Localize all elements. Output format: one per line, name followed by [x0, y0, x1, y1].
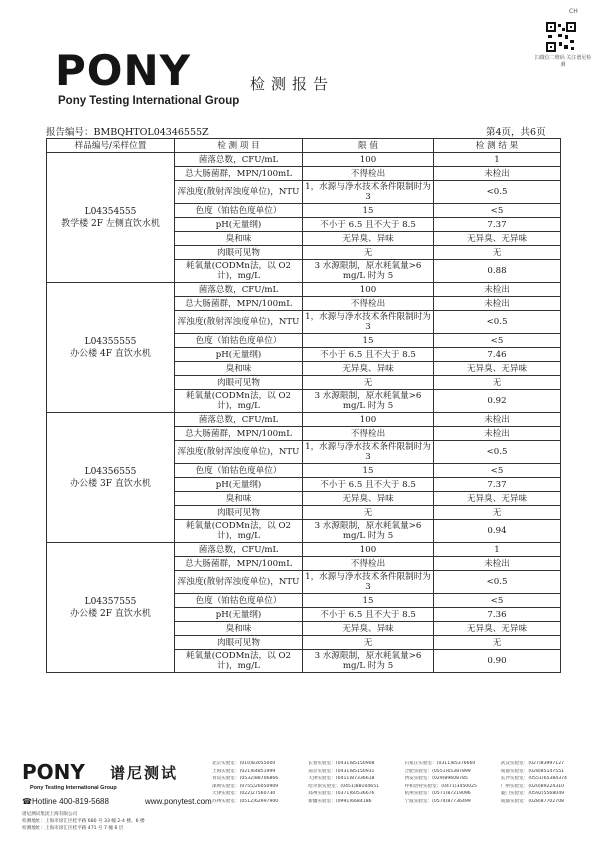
- limit-value: 3 水源限制，原水耗氧量>6 mg/L 时为 5: [303, 260, 434, 283]
- limit-value: 15: [303, 334, 434, 348]
- test-item: 总大肠菌群，MPN/100mL: [175, 427, 303, 441]
- limit-value: 1，水源与净水技术条件限制时为 3: [303, 571, 434, 594]
- sample-id: L04355555: [84, 336, 137, 347]
- result-value: <5: [434, 334, 561, 348]
- website: www.ponytest.com: [145, 797, 212, 806]
- lab-entry: 南京实验室：(0431)85150931: [308, 768, 375, 774]
- report-title: 检测报告: [250, 75, 335, 93]
- qr-code-icon: [546, 22, 576, 52]
- test-item: 耗氧量(CODMn法，以 O2 计)，mg/L: [175, 520, 303, 543]
- limit-value: 15: [303, 204, 434, 218]
- limit-value: 不小于 6.5 且不大于 8.5: [303, 218, 434, 232]
- lab-entry: 郑州实验室：(0371)60536676: [308, 791, 375, 796]
- limit-value: 100: [303, 543, 434, 557]
- header-item: 检 测 项 目: [175, 139, 303, 153]
- test-item: 耗氧量(CODMn法，以 O2 计)，mg/L: [175, 260, 303, 283]
- limit-value: 无异臭、异味: [303, 232, 434, 246]
- lab-entry: 天津实验室：(0411)87336618: [308, 776, 375, 781]
- sample-cell: [47, 153, 175, 283]
- footer-group-name: Pony Testing International Group: [30, 785, 117, 791]
- test-item: 浑浊度(散射浑浊度单位)，NTU: [175, 441, 303, 464]
- result-value: 未检出: [434, 297, 561, 311]
- result-value: 无异臭、无异味: [434, 622, 561, 636]
- result-value: <5: [434, 204, 561, 218]
- result-value: 未检出: [434, 557, 561, 571]
- sample-location: 教学楼 2F 左侧直饮水机: [61, 218, 160, 229]
- lab-entry: 宁波实验室：(0574)87736499: [404, 798, 471, 804]
- result-value: 未检出: [434, 283, 561, 297]
- qr-caption: 扫微信二维码 关注谱尼检测: [534, 55, 592, 68]
- phone-icon: ☎: [22, 797, 32, 806]
- result-value: <0.5: [434, 311, 561, 334]
- result-value: 未检出: [434, 167, 561, 181]
- test-item: 菌落总数，CFU/mL: [175, 153, 303, 167]
- result-value: 1: [434, 153, 561, 167]
- test-item: 浑浊度(散射浑浊度单位)，NTU: [175, 311, 303, 334]
- result-value: 0.94: [434, 520, 561, 543]
- test-item: 臭和味: [175, 492, 303, 506]
- limit-value: 无: [303, 376, 434, 390]
- limit-value: 无异臭、异味: [303, 622, 434, 636]
- footer-logo: PONY: [22, 760, 85, 784]
- result-value: <0.5: [434, 571, 561, 594]
- test-item: 臭和味: [175, 622, 303, 636]
- test-item: 色度（铂钴色度单位）: [175, 204, 303, 218]
- test-item: 耗氧量(CODMn法，以 O2 计)，mg/L: [175, 390, 303, 413]
- result-value: 0.88: [434, 260, 561, 283]
- lab-entry: 武汉实验室：(027)83997127: [500, 761, 565, 766]
- limit-value: 不得检出: [303, 427, 434, 441]
- test-item: pH(无量纲): [175, 478, 303, 492]
- lab-entry: 呼和浩特实验室：(0471)3450025: [404, 783, 477, 789]
- limit-value: 不得检出: [303, 167, 434, 181]
- lab-entry: 厦门实验室：(0592)5568049: [500, 791, 565, 796]
- sample-location: 办公楼 4F 直饮水机: [70, 348, 151, 359]
- page-info: 第4页，共6页: [486, 127, 546, 138]
- lab-entry: 北京实验室：(010)83055000: [212, 761, 276, 766]
- result-value: 7.37: [434, 478, 561, 492]
- footer-company: 谱尼测试集团上海有限公司: [22, 812, 78, 817]
- lab-entry: 广州实验室：(020)89224310: [500, 783, 565, 789]
- limit-value: 无异臭、异味: [303, 362, 434, 376]
- table-row: [47, 413, 561, 427]
- result-value: 7.36: [434, 608, 561, 622]
- footer-address-1: 检测地址：上海市徐汇区桂平路 680 号 33 幢 2-4 楼、6 楼: [22, 819, 145, 824]
- table-row: [47, 153, 561, 167]
- test-item: 耗氧量(CODMn法，以 O2 计)，mg/L: [175, 650, 303, 673]
- result-value: 无: [434, 636, 561, 650]
- test-item: 总大肠菌群，MPN/100mL: [175, 557, 303, 571]
- header-result: 检 测 结 果: [434, 139, 561, 153]
- lab-entry: 石家庄实验室：(0311)85376660: [404, 761, 476, 766]
- lab-entry: 成都实验室：(028)87702708: [500, 798, 565, 804]
- sample-location: 办公楼 3F 直饮水机: [70, 478, 151, 489]
- limit-value: 不得检出: [303, 557, 434, 571]
- results-table: [46, 138, 561, 673]
- result-value: 0.90: [434, 650, 561, 673]
- limit-value: 1，水源与净水技术条件限制时为 3: [303, 181, 434, 204]
- result-value: 1: [434, 543, 561, 557]
- test-item: 肉眼可见物: [175, 246, 303, 260]
- test-item: 臭和味: [175, 362, 303, 376]
- limit-value: 3 水源限制，原水耗氧量>6 mg/L 时为 5: [303, 650, 434, 673]
- result-value: 0.92: [434, 390, 561, 413]
- limit-value: 无异臭、异味: [303, 492, 434, 506]
- lab-directory: [212, 761, 597, 805]
- lab-entry: 合肥实验室：(0551)65387899: [404, 768, 471, 774]
- lab-entry: 哈尔滨实验室：(0451)88104651: [308, 783, 380, 789]
- test-item: pH(无量纲): [175, 608, 303, 622]
- test-item: 浑浊度(散射浑浊度单位)，NTU: [175, 571, 303, 594]
- corner-mark: CH: [569, 8, 578, 15]
- sample-id: L04354555: [84, 206, 137, 217]
- test-item: 肉眼可见物: [175, 376, 303, 390]
- pony-logo: PONY: [55, 46, 192, 95]
- limit-value: 15: [303, 594, 434, 608]
- test-item: 色度（铂钴色度单位）: [175, 334, 303, 348]
- limit-value: 100: [303, 413, 434, 427]
- footer-address-2: 检测地址：上海市徐汇区桂平路 471 号 7 幢 6 层: [22, 826, 124, 831]
- results-body: [47, 153, 561, 673]
- lab-entry: 天津实验室：(022)27560730: [212, 791, 276, 796]
- lab-entry: 上海实验室：(021)64851999: [212, 768, 276, 774]
- test-item: 菌落总数，CFU/mL: [175, 543, 303, 557]
- result-value: 7.46: [434, 348, 561, 362]
- test-item: 色度（铂钴色度单位）: [175, 464, 303, 478]
- table-row: [47, 283, 561, 297]
- footer-logo-cn: 谱尼测试: [110, 764, 179, 782]
- limit-value: 100: [303, 283, 434, 297]
- limit-value: 不小于 6.5 且不大于 8.5: [303, 608, 434, 622]
- lab-entry: 长春实验室：(0431)85150908: [308, 761, 375, 766]
- lab-entry: 深圳实验室：(0755)26050909: [212, 783, 279, 789]
- limit-value: 3 水源限制，原水耗氧量>6 mg/L 时为 5: [303, 520, 434, 543]
- result-value: 无: [434, 506, 561, 520]
- result-value: <5: [434, 594, 561, 608]
- result-value: <0.5: [434, 181, 561, 204]
- group-name: Pony Testing International Group: [58, 95, 240, 107]
- limit-value: 无: [303, 246, 434, 260]
- result-value: <0.5: [434, 441, 561, 464]
- result-value: 7.37: [434, 218, 561, 232]
- result-value: <5: [434, 464, 561, 478]
- limit-value: 不得检出: [303, 297, 434, 311]
- hotline: [22, 797, 109, 806]
- limit-value: 不小于 6.5 且不大于 8.5: [303, 348, 434, 362]
- test-item: 浑浊度(散射浑浊度单位)，NTU: [175, 181, 303, 204]
- limit-value: 无: [303, 636, 434, 650]
- limit-value: 1，水源与净水技术条件限制时为 3: [303, 441, 434, 464]
- lab-entry: 成都实验室：(028)85147551: [500, 768, 565, 774]
- result-value: 无异臭、无异味: [434, 232, 561, 246]
- lab-entry: 杭州实验室：(0571)87219096: [404, 791, 471, 796]
- result-value: 未检出: [434, 413, 561, 427]
- sample-cell: [47, 283, 175, 413]
- sample-location: 办公楼 2F 直饮水机: [70, 608, 151, 619]
- report-number: 报告编号：BMBQHTOL04346555Z: [46, 127, 209, 138]
- lab-entry: 西安实验室：(029)89608785: [404, 776, 468, 781]
- result-value: 无异臭、无异味: [434, 492, 561, 506]
- limit-value: 3 水源限制，原水耗氧量>6 mg/L 时为 5: [303, 390, 434, 413]
- lab-entry: 长沙实验室：(0551)65384374: [500, 776, 567, 781]
- sample-id: L04357555: [84, 596, 137, 607]
- limit-value: 15: [303, 464, 434, 478]
- test-item: pH(无量纲): [175, 348, 303, 362]
- sample-cell: [47, 543, 175, 673]
- hotline-text: Hotline 400-819-5688: [31, 797, 109, 806]
- test-item: 菌落总数，CFU/mL: [175, 413, 303, 427]
- limit-value: 无: [303, 506, 434, 520]
- sample-cell: [47, 413, 175, 543]
- test-item: 总大肠菌群，MPN/100mL: [175, 167, 303, 181]
- limit-value: 不小于 6.5 且不大于 8.5: [303, 478, 434, 492]
- test-item: 菌落总数，CFU/mL: [175, 283, 303, 297]
- test-item: 肉眼可见物: [175, 636, 303, 650]
- result-value: 未检出: [434, 427, 561, 441]
- test-item: 色度（铂钴色度单位）: [175, 594, 303, 608]
- lab-entry: 新疆实验室：(0991)6684186: [308, 798, 372, 804]
- result-value: 无异臭、无异味: [434, 362, 561, 376]
- test-item: 总大肠菌群，MPN/100mL: [175, 297, 303, 311]
- test-item: 肉眼可见物: [175, 506, 303, 520]
- limit-value: 1，水源与净水技术条件限制时为 3: [303, 311, 434, 334]
- lab-entry: 青岛实验室：(0532)88706866: [212, 776, 279, 781]
- header-sample: 样品编号/采样位置: [47, 139, 175, 153]
- table-row: [47, 543, 561, 557]
- test-item: 臭和味: [175, 232, 303, 246]
- test-item: pH(无量纲): [175, 218, 303, 232]
- limit-value: 100: [303, 153, 434, 167]
- lab-entry: 苏州实验室：(0512)62997900: [212, 798, 279, 804]
- result-value: 无: [434, 376, 561, 390]
- sample-id: L04356555: [84, 466, 137, 477]
- header-limit: 限 值: [303, 139, 434, 153]
- result-value: 无: [434, 246, 561, 260]
